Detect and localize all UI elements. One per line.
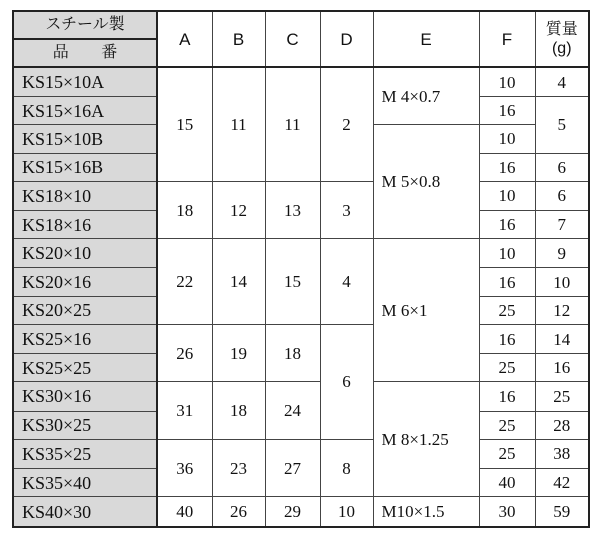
part-number: KS15×10B: [13, 125, 157, 153]
material-header: スチール製: [13, 11, 157, 39]
dim-b-cell: 23: [212, 439, 265, 496]
dim-f-cell: 16: [479, 382, 535, 411]
part-number: KS20×16: [13, 268, 157, 296]
part-number: KS18×16: [13, 211, 157, 239]
mass-cell: 38: [535, 439, 589, 468]
dim-f-cell: 25: [479, 296, 535, 324]
mass-cell: 14: [535, 324, 589, 353]
dim-b-cell: 26: [212, 497, 265, 527]
mass-cell: 7: [535, 211, 589, 239]
mass-cell: 25: [535, 382, 589, 411]
dim-b-cell: 14: [212, 239, 265, 325]
part-number: KS15×10A: [13, 67, 157, 96]
dim-f-cell: 40: [479, 469, 535, 497]
part-number: KS20×25: [13, 296, 157, 324]
part-number: KS35×40: [13, 469, 157, 497]
dim-a-cell: 36: [157, 439, 212, 496]
dim-d-cell: 10: [320, 497, 373, 527]
part-number: KS35×25: [13, 439, 157, 468]
part-number: KS30×25: [13, 411, 157, 439]
dim-f-cell: 16: [479, 97, 535, 125]
part-number: KS30×16: [13, 382, 157, 411]
part-number: KS40×30: [13, 497, 157, 527]
mass-cell: 6: [535, 181, 589, 210]
dim-c-cell: 15: [265, 239, 320, 325]
mass-cell: 12: [535, 296, 589, 324]
column-header-b: B: [212, 11, 265, 67]
dim-f-cell: 25: [479, 411, 535, 439]
dim-c-cell: 29: [265, 497, 320, 527]
dim-a-cell: 40: [157, 497, 212, 527]
mass-cell: 16: [535, 354, 589, 382]
dim-f-cell: 10: [479, 239, 535, 268]
dim-f-cell: 16: [479, 153, 535, 181]
dim-a-cell: 31: [157, 382, 212, 439]
part-number: KS20×10: [13, 239, 157, 268]
mass-cell: 5: [535, 97, 589, 153]
mass-header-unit: (g): [551, 40, 572, 58]
dim-b-cell: 19: [212, 324, 265, 381]
mass-header-label: 質量: [545, 21, 578, 39]
thread-cell: M 4×0.7: [373, 67, 479, 124]
dim-a-cell: 26: [157, 324, 212, 381]
dim-f-cell: 16: [479, 211, 535, 239]
dim-c-cell: 18: [265, 324, 320, 381]
thread-cell: M10×1.5: [373, 497, 479, 527]
dim-d-cell: 4: [320, 239, 373, 325]
dim-f-cell: 16: [479, 268, 535, 296]
dim-a-cell: 22: [157, 239, 212, 325]
dim-d-cell: 3: [320, 181, 373, 238]
part-number: KS15×16A: [13, 97, 157, 125]
mass-cell: 9: [535, 239, 589, 268]
dim-f-cell: 16: [479, 324, 535, 353]
dim-c-cell: 13: [265, 181, 320, 238]
part-number: KS25×25: [13, 354, 157, 382]
mass-cell: 4: [535, 67, 589, 96]
part-number: KS18×10: [13, 181, 157, 210]
dim-f-cell: 10: [479, 125, 535, 153]
dim-f-cell: 25: [479, 439, 535, 468]
dim-b-cell: 11: [212, 67, 265, 181]
column-header-d: D: [320, 11, 373, 67]
thread-cell: M 8×1.25: [373, 382, 479, 497]
mass-cell: 59: [535, 497, 589, 527]
column-header-mass: [535, 11, 589, 67]
dim-f-cell: 10: [479, 67, 535, 96]
dim-d-cell: 6: [320, 324, 373, 439]
part-number-header: 品 番: [13, 39, 157, 67]
dim-f-cell: 30: [479, 497, 535, 527]
dim-c-cell: 11: [265, 67, 320, 181]
thread-cell: M 5×0.8: [373, 125, 479, 239]
dim-c-cell: 27: [265, 439, 320, 496]
part-number: KS25×16: [13, 324, 157, 353]
dim-d-cell: 2: [320, 67, 373, 181]
dim-a-cell: 18: [157, 181, 212, 238]
dim-b-cell: 12: [212, 181, 265, 238]
dim-f-cell: 25: [479, 354, 535, 382]
dim-f-cell: 10: [479, 181, 535, 210]
column-header-a: A: [157, 11, 212, 67]
mass-cell: 6: [535, 153, 589, 181]
spec-table: [12, 10, 590, 528]
dim-b-cell: 18: [212, 382, 265, 439]
mass-cell: 10: [535, 268, 589, 296]
mass-cell: 42: [535, 469, 589, 497]
column-header-c: C: [265, 11, 320, 67]
column-header-f: F: [479, 11, 535, 67]
dim-d-cell: 8: [320, 439, 373, 496]
mass-cell: 28: [535, 411, 589, 439]
column-header-e: E: [373, 11, 479, 67]
thread-cell: M 6×1: [373, 239, 479, 382]
dim-a-cell: 15: [157, 67, 212, 181]
part-number: KS15×16B: [13, 153, 157, 181]
dim-c-cell: 24: [265, 382, 320, 439]
